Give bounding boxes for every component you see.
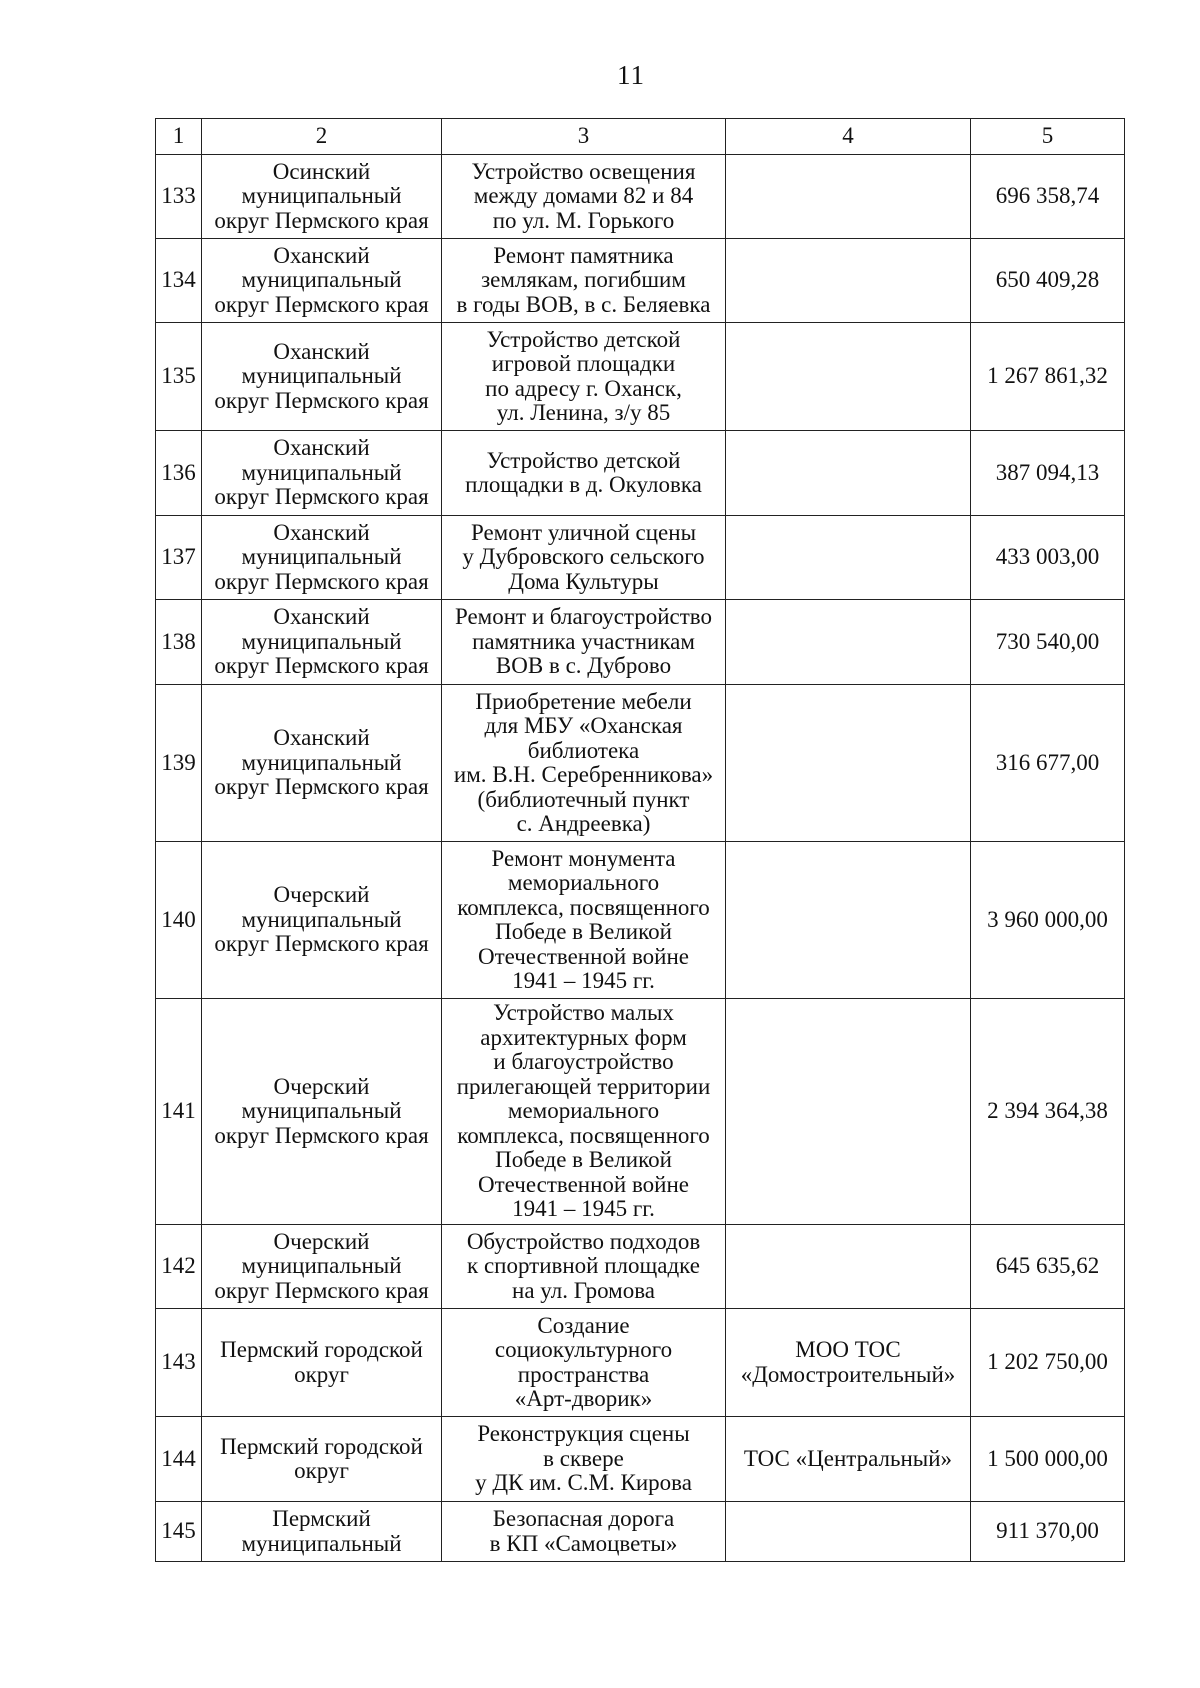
municipality-line: Оханский [273,604,370,630]
project-line: комплекса, посвященного [457,894,710,920]
municipality-line: муниципальный [241,1253,402,1279]
project-cell [442,1309,726,1417]
municipality-line: Оханский [273,338,370,364]
municipality-cell [202,685,442,842]
row-number: 140 [156,842,202,999]
row-number: 137 [156,516,202,600]
tos-line: «Домостроительный» [740,1361,956,1387]
tos-cell [726,999,971,1225]
project-line: Ремонт монумента [491,845,676,871]
column-header-5: 5 [971,119,1125,155]
table-row [156,685,1125,842]
project-line: Устройство детской [486,447,681,473]
project-line: Устройство освещения [471,158,696,184]
amount-cell: 2 394 364,38 [971,999,1125,1225]
municipality-line: округ Пермского края [214,291,429,317]
municipality-line: Оханский [273,519,370,545]
project-cell [442,842,726,999]
row-number: 134 [156,239,202,323]
project-line: Дома Культуры [508,568,659,594]
municipality-line: округ Пермского края [214,1277,429,1303]
project-cell [442,1225,726,1309]
municipality-line: муниципальный [241,183,402,209]
project-line: для МБУ «Оханская [484,713,683,738]
column-header-2: 2 [202,119,442,155]
project-line: пространства [517,1361,650,1387]
project-line: с. Андреевка) [516,811,651,836]
row-number: 135 [156,323,202,431]
project-line: комплекса, посвященного [457,1122,710,1148]
table-row [156,600,1125,685]
table-row [156,516,1125,600]
tos-cell [726,842,971,999]
column-header-4: 4 [726,119,971,155]
row-number: 141 [156,999,202,1225]
municipality-line: округ [294,1458,349,1483]
project-cell [442,323,726,431]
amount-cell: 387 094,13 [971,431,1125,516]
amount-cell: 433 003,00 [971,516,1125,600]
project-line: Победе в Великой [495,919,672,944]
row-number: 143 [156,1309,202,1417]
row-number: 138 [156,600,202,685]
table-row [156,842,1125,999]
table-body [156,119,1125,1562]
municipality-cell [202,239,442,323]
project-line: по ул. М. Горького [492,207,675,233]
amount-cell: 3 960 000,00 [971,842,1125,999]
municipality-line: муниципальный [241,628,402,654]
municipality-cell [202,1502,442,1562]
project-line: 1941 – 1945 гг. [512,1196,655,1222]
project-cell [442,1417,726,1502]
table-row [156,431,1125,516]
tos-cell [726,1225,971,1309]
tos-line: ТОС «Центральный» [743,1445,953,1471]
row-number: 144 [156,1417,202,1502]
municipality-cell [202,323,442,431]
tos-cell [726,155,971,239]
grants-table [155,118,1125,1562]
project-line: игровой площадки [491,351,676,376]
municipality-line: муниципальный [241,544,402,570]
municipality-line: Пермский городской [220,1337,423,1362]
municipality-cell [202,1225,442,1309]
project-line: памятника участникам [472,628,695,654]
project-line: 1941 – 1945 гг. [512,968,655,993]
project-cell [442,516,726,600]
amount-cell: 1 267 861,32 [971,323,1125,431]
project-cell [442,431,726,516]
project-line: к спортивной площадке [467,1253,700,1279]
table-header-row [156,119,1125,155]
project-cell [442,600,726,685]
column-header-3: 3 [442,119,726,155]
tos-cell [726,1417,971,1502]
project-line: библиотека [527,737,640,763]
project-line: Отечественной войне [477,1171,690,1197]
project-line: Реконструкция сцены [477,1421,690,1447]
municipality-line: Оханский [273,725,370,751]
municipality-line: Пермский [272,1506,371,1531]
project-line: Приобретение мебели [475,688,692,714]
tos-line: МОО ТОС [795,1337,901,1362]
amount-cell: 911 370,00 [971,1502,1125,1562]
amount-cell: 730 540,00 [971,600,1125,685]
municipality-cell [202,999,442,1225]
municipality-cell [202,600,442,685]
municipality-line: округ Пермского края [214,931,429,957]
row-number: 145 [156,1502,202,1562]
amount-cell: 645 635,62 [971,1225,1125,1309]
project-line: Ремонт и благоустройство [454,604,713,630]
table-row [156,1225,1125,1309]
municipality-cell [202,431,442,516]
table-row [156,999,1125,1225]
municipality-line: муниципальный [241,1098,402,1124]
project-line: ул. Ленина, з/у 85 [496,400,671,425]
tos-cell [726,431,971,516]
tos-cell [726,516,971,600]
project-line: «Арт-дворик» [514,1386,653,1411]
municipality-cell [202,516,442,600]
project-line: Устройство детской [486,326,681,352]
project-line: в КП «Самоцветы» [489,1530,678,1556]
amount-cell: 650 409,28 [971,239,1125,323]
project-line: социокультурного [494,1337,673,1362]
project-line: Ремонт памятника [493,242,674,268]
tos-cell [726,685,971,842]
project-line: Устройство малых [493,1000,674,1026]
project-line: архитектурных форм [480,1024,687,1050]
project-line: Ремонт уличной сцены [470,519,697,545]
page-number: 11 [617,60,645,90]
row-number: 133 [156,155,202,239]
amount-cell: 1 500 000,00 [971,1417,1125,1502]
municipality-line: округ [294,1361,349,1387]
project-line: у Дубровского сельского [462,544,705,570]
project-cell [442,155,726,239]
amount-cell: 316 677,00 [971,685,1125,842]
municipality-cell [202,1309,442,1417]
project-line: (библиотечный пункт [477,786,690,812]
municipality-line: округ Пермского края [214,774,429,800]
project-line: землякам, погибшим [481,267,686,293]
project-line: Создание [537,1312,630,1338]
municipality-line: Очерский [273,1073,370,1099]
project-cell [442,239,726,323]
municipality-cell [202,155,442,239]
project-line: Обустройство подходов [466,1228,701,1254]
municipality-line: Осинский [272,158,371,184]
project-line: по адресу г. Оханск, [485,375,682,401]
project-line: у ДК им. С.М. Кирова [475,1470,692,1496]
project-line: мемориального [507,870,660,895]
table-row [156,1309,1125,1417]
project-line: прилегающей территории [456,1073,711,1099]
municipality-line: округ Пермского края [214,207,429,233]
row-number: 136 [156,431,202,516]
municipality-line: муниципальный [241,267,402,293]
table-row [156,323,1125,431]
table-row [156,1417,1125,1502]
table-row [156,1502,1125,1562]
municipality-line: округ Пермского края [214,484,429,510]
municipality-line: Оханский [273,242,370,268]
project-line: на ул. Громова [512,1277,655,1303]
municipality-line: округ Пермского края [214,568,429,594]
municipality-line: Оханский [273,435,370,461]
tos-cell [726,1502,971,1562]
table-row [156,239,1125,323]
tos-cell [726,239,971,323]
tos-cell [726,323,971,431]
project-line: и благоустройство [493,1049,674,1075]
project-line: между домами 82 и 84 [473,183,694,209]
municipality-line: муниципальный [241,1530,402,1556]
municipality-line: муниципальный [241,906,402,932]
project-cell [442,999,726,1225]
project-cell [442,1502,726,1562]
municipality-line: Очерский [273,1228,370,1254]
project-line: мемориального [507,1098,660,1124]
table-row [156,155,1125,239]
project-line: площадки в д. Окуловка [465,472,702,497]
municipality-line: округ Пермского края [214,1122,429,1148]
project-line: ВОВ в с. Дуброво [495,653,672,679]
row-number: 139 [156,685,202,842]
municipality-line: муниципальный [241,749,402,775]
row-number: 142 [156,1225,202,1309]
municipality-line: Очерский [273,882,370,908]
amount-cell: 1 202 750,00 [971,1309,1125,1417]
project-line: Победе в Великой [495,1147,672,1173]
amount-cell: 696 358,74 [971,155,1125,239]
project-line: им. В.Н. Серебренникова» [453,762,714,787]
project-line: Безопасная дорога [492,1506,675,1531]
municipality-line: муниципальный [241,363,402,389]
project-line: в годы ВОВ, в с. Беляевка [456,291,711,317]
municipality-line: округ Пермского края [214,653,429,679]
project-line: в сквере [543,1445,624,1471]
tos-cell [726,1309,971,1417]
municipality-cell [202,1417,442,1502]
tos-cell [726,600,971,685]
project-line: Отечественной войне [477,943,690,969]
municipality-line: округ Пермского края [214,387,429,413]
project-cell [442,685,726,842]
municipality-cell [202,842,442,999]
column-header-1: 1 [156,119,202,155]
municipality-line: Пермский городской [220,1433,423,1459]
municipality-line: муниципальный [241,459,402,485]
